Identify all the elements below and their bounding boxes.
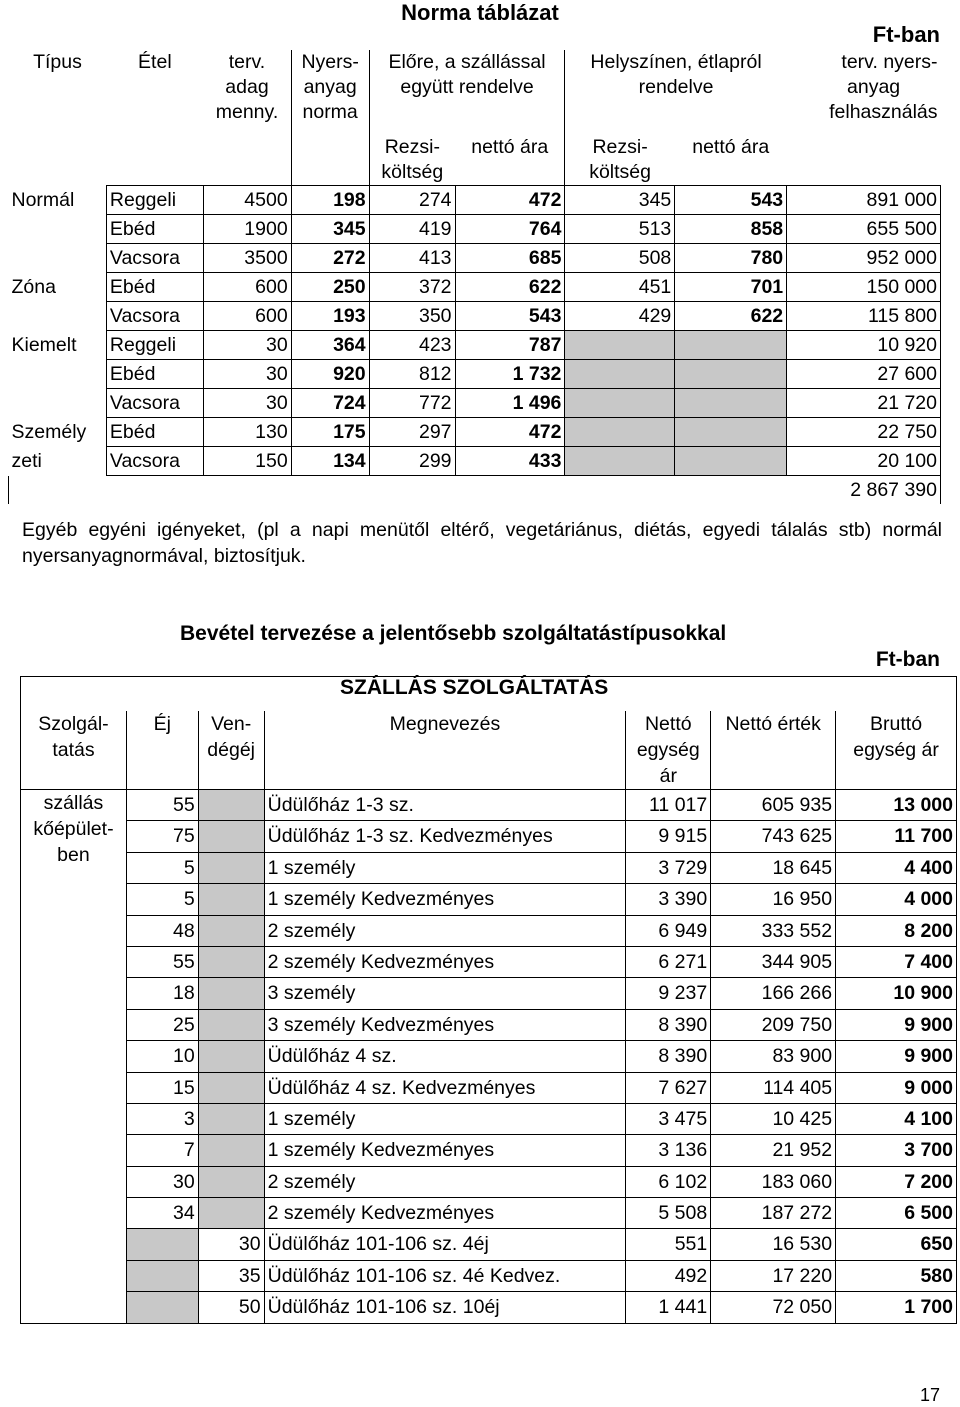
row-adag: 4500 — [203, 186, 291, 215]
row-rezsi-2: 451 — [565, 273, 675, 302]
row-netto-1: 472 — [455, 186, 565, 215]
col-helyszinen: Helyszínen, étlapról rendelve — [565, 50, 787, 125]
row-brutto: 3 700 — [836, 1135, 957, 1166]
col-rezsi-1: Rezsi- költség — [369, 125, 455, 186]
row-ej: 18 — [126, 978, 198, 1009]
row-vendegej — [198, 1009, 264, 1040]
norma-row — [9, 302, 941, 331]
row-netto-ertek: 605 935 — [711, 790, 836, 821]
row-tipus: Normál — [11, 188, 75, 211]
bevetel-title: Bevétel tervezése a jelentősebb szolgáltatástípusokkal — [180, 622, 727, 645]
row-vendegej — [198, 821, 264, 852]
row-netto-ertek: 83 900 — [711, 1041, 836, 1072]
row-adag: 3500 — [203, 244, 291, 273]
row-netto-ertek: 17 220 — [711, 1260, 836, 1291]
row-rezsi-1: 299 — [369, 447, 455, 476]
row-vendegej: 35 — [198, 1260, 264, 1291]
row-netto-egyseg: 3 475 — [626, 1103, 711, 1134]
col-netto-egyseg: Nettó egység ár — [626, 711, 711, 790]
norma-table — [8, 50, 941, 504]
col-netto-2: nettó ára — [692, 136, 770, 158]
row-megnevezes: 2 személy Kedvezményes — [264, 1198, 626, 1229]
row-megnevezes: Üdülőház 4 sz. — [264, 1041, 626, 1072]
row-ej — [126, 1292, 198, 1323]
row-vendegej — [198, 1198, 264, 1229]
row-rezsi-1: 297 — [369, 418, 455, 447]
norma-row — [9, 215, 941, 244]
row-netto-ertek: 209 750 — [711, 1009, 836, 1040]
row-vendegej — [198, 852, 264, 883]
row-adag: 30 — [203, 360, 291, 389]
row-felhasznalas: 20 100 — [787, 447, 941, 476]
row-megnevezes: 1 személy — [264, 852, 626, 883]
bevetel-category: szállás kőépület- ben — [21, 790, 127, 1324]
row-netto-egyseg: 7 627 — [626, 1072, 711, 1103]
row-netto-ertek: 333 552 — [711, 915, 836, 946]
row-netto-ertek: 187 272 — [711, 1198, 836, 1229]
row-netto-2 — [675, 360, 787, 389]
row-rezsi-1: 372 — [369, 273, 455, 302]
row-ej — [126, 1229, 198, 1260]
row-rezsi-1: 274 — [369, 186, 455, 215]
bevetel-row — [21, 852, 957, 883]
norma-row — [9, 273, 941, 302]
bevetel-row — [21, 1229, 957, 1260]
row-felhasznalas: 115 800 — [787, 302, 941, 331]
row-adag: 30 — [203, 389, 291, 418]
col-etel: Étel — [138, 51, 172, 73]
row-norma: 250 — [291, 273, 369, 302]
bevetel-row — [21, 884, 957, 915]
row-netto-egyseg: 9 915 — [626, 821, 711, 852]
row-megnevezes: 2 személy — [264, 1166, 626, 1197]
norma-row — [9, 418, 941, 447]
row-ej: 75 — [126, 821, 198, 852]
row-brutto: 11 700 — [836, 821, 957, 852]
row-megnevezes: 2 személy Kedvezményes — [264, 946, 626, 977]
row-adag: 600 — [203, 273, 291, 302]
row-norma: 272 — [291, 244, 369, 273]
bevetel-row — [21, 1072, 957, 1103]
row-vendegej — [198, 1166, 264, 1197]
row-megnevezes: Üdülőház 1-3 sz. — [264, 790, 626, 821]
row-felhasznalas: 891 000 — [787, 186, 941, 215]
row-netto-egyseg: 3 390 — [626, 884, 711, 915]
row-netto-1: 787 — [455, 331, 565, 360]
row-adag: 30 — [203, 331, 291, 360]
row-tipus — [9, 215, 107, 244]
col-vendegej: Ven- dégéj — [198, 711, 264, 790]
row-tipus — [9, 360, 107, 389]
row-megnevezes: 2 személy — [264, 915, 626, 946]
row-brutto: 8 200 — [836, 915, 957, 946]
bevetel-row — [21, 1135, 957, 1166]
row-rezsi-1: 772 — [369, 389, 455, 418]
row-felhasznalas: 21 720 — [787, 389, 941, 418]
bevetel-currency: Ft-ban — [875, 648, 940, 671]
norma-row — [9, 331, 941, 360]
row-netto-egyseg: 9 237 — [626, 978, 711, 1009]
col-szolg: Szolgál- tatás — [21, 711, 127, 790]
col-netto-1: nettó ára — [471, 136, 549, 158]
row-etel: Reggeli — [106, 331, 203, 360]
row-rezsi-2: 345 — [565, 186, 675, 215]
row-ej: 7 — [126, 1135, 198, 1166]
row-brutto: 6 500 — [836, 1198, 957, 1229]
row-netto-ertek: 16 530 — [711, 1229, 836, 1260]
row-megnevezes: Üdülőház 101-106 sz. 4éj — [264, 1229, 626, 1260]
row-etel: Ebéd — [106, 273, 203, 302]
row-ej — [126, 1260, 198, 1291]
row-felhasznalas: 10 920 — [787, 331, 941, 360]
norma-row — [9, 360, 941, 389]
row-brutto: 7 400 — [836, 946, 957, 977]
row-netto-2: 622 — [675, 302, 787, 331]
row-brutto: 4 100 — [836, 1103, 957, 1134]
row-rezsi-2 — [565, 360, 675, 389]
bevetel-row — [21, 1166, 957, 1197]
row-netto-egyseg: 492 — [626, 1260, 711, 1291]
row-megnevezes: Üdülőház 1-3 sz. Kedvezményes — [264, 821, 626, 852]
row-netto-1: 685 — [455, 244, 565, 273]
row-ej: 3 — [126, 1103, 198, 1134]
row-ej: 5 — [126, 884, 198, 915]
row-rezsi-1: 413 — [369, 244, 455, 273]
bevetel-row — [21, 1198, 957, 1229]
row-rezsi-2 — [565, 389, 675, 418]
row-megnevezes: 3 személy Kedvezményes — [264, 1009, 626, 1040]
row-netto-1: 764 — [455, 215, 565, 244]
row-tipus: Személy — [11, 420, 87, 443]
row-netto-ertek: 10 425 — [711, 1103, 836, 1134]
row-netto-2 — [675, 447, 787, 476]
bevetel-header-row — [21, 711, 957, 790]
row-brutto: 580 — [836, 1260, 957, 1291]
row-netto-egyseg: 3 136 — [626, 1135, 711, 1166]
row-netto-1: 543 — [455, 302, 565, 331]
row-adag: 150 — [203, 447, 291, 476]
row-netto-1: 472 — [455, 418, 565, 447]
row-netto-egyseg: 1 441 — [626, 1292, 711, 1323]
row-vendegej — [198, 1072, 264, 1103]
row-netto-1: 622 — [455, 273, 565, 302]
row-norma: 920 — [291, 360, 369, 389]
row-rezsi-2: 508 — [565, 244, 675, 273]
row-brutto: 1 700 — [836, 1292, 957, 1323]
row-rezsi-1: 419 — [369, 215, 455, 244]
row-vendegej: 30 — [198, 1229, 264, 1260]
row-rezsi-2 — [565, 418, 675, 447]
norma-row — [9, 447, 941, 476]
row-netto-2 — [675, 331, 787, 360]
row-netto-ertek: 183 060 — [711, 1166, 836, 1197]
page-number: 17 — [919, 1385, 940, 1405]
row-netto-ertek: 344 905 — [711, 946, 836, 977]
row-etel: Vacsora — [106, 302, 203, 331]
row-norma: 724 — [291, 389, 369, 418]
row-vendegej — [198, 978, 264, 1009]
row-netto-egyseg: 8 390 — [626, 1041, 711, 1072]
row-rezsi-2 — [565, 447, 675, 476]
row-norma: 345 — [291, 215, 369, 244]
row-rezsi-2: 513 — [565, 215, 675, 244]
row-vendegej — [198, 1103, 264, 1134]
col-netto-ertek: Nettó érték — [711, 711, 836, 790]
row-felhasznalas: 27 600 — [787, 360, 941, 389]
row-ej: 30 — [126, 1166, 198, 1197]
row-megnevezes: 1 személy Kedvezményes — [264, 1135, 626, 1166]
row-norma: 364 — [291, 331, 369, 360]
row-adag: 600 — [203, 302, 291, 331]
bevetel-row — [21, 1260, 957, 1291]
row-tipus: Kiemelt — [11, 333, 77, 356]
row-ej: 25 — [126, 1009, 198, 1040]
norma-header-row — [9, 50, 941, 125]
norma-total-row — [9, 476, 941, 505]
row-vendegej — [198, 1135, 264, 1166]
row-norma: 134 — [291, 447, 369, 476]
bevetel-row — [21, 946, 957, 977]
row-ej: 10 — [126, 1041, 198, 1072]
row-netto-2: 780 — [675, 244, 787, 273]
row-netto-2 — [675, 418, 787, 447]
col-nyersanyag-norma: Nyers- anyag norma — [291, 50, 369, 125]
row-netto-ertek: 18 645 — [711, 852, 836, 883]
row-etel: Vacsora — [106, 447, 203, 476]
bevetel-row — [21, 915, 957, 946]
row-etel: Vacsora — [106, 389, 203, 418]
row-netto-1: 1 496 — [455, 389, 565, 418]
row-etel: Reggeli — [106, 186, 203, 215]
norma-row — [9, 186, 941, 215]
row-tipus: Zóna — [11, 275, 56, 298]
norma-subheader-row — [9, 125, 941, 186]
row-brutto: 7 200 — [836, 1166, 957, 1197]
norma-row — [9, 244, 941, 273]
row-tipus — [9, 302, 107, 331]
row-ej: 34 — [126, 1198, 198, 1229]
row-vendegej — [198, 790, 264, 821]
norma-note: Egyéb egyéni igényeket, (pl a napi menütől eltérő, vegetáriánus, diétás, egyedi tálalás stb) normál nyersanyagnormával, biztosítjuk. — [22, 519, 942, 567]
row-netto-egyseg: 6 271 — [626, 946, 711, 977]
bevetel-row — [21, 978, 957, 1009]
row-rezsi-2: 429 — [565, 302, 675, 331]
row-netto-egyseg: 8 390 — [626, 1009, 711, 1040]
row-adag: 130 — [203, 418, 291, 447]
row-netto-2: 701 — [675, 273, 787, 302]
row-ej: 5 — [126, 852, 198, 883]
row-brutto: 4 000 — [836, 884, 957, 915]
row-netto-1: 433 — [455, 447, 565, 476]
row-felhasznalas: 952 000 — [787, 244, 941, 273]
row-netto-ertek: 21 952 — [711, 1135, 836, 1166]
row-netto-ertek: 16 950 — [711, 884, 836, 915]
row-megnevezes: 1 személy — [264, 1103, 626, 1134]
row-brutto: 650 — [836, 1229, 957, 1260]
bevetel-row — [21, 1292, 957, 1323]
row-brutto: 9 000 — [836, 1072, 957, 1103]
row-felhasznalas: 150 000 — [787, 273, 941, 302]
row-vendegej — [198, 884, 264, 915]
bevetel-row — [21, 1103, 957, 1134]
norma-total: 2 867 390 — [787, 476, 941, 505]
row-rezsi-1: 812 — [369, 360, 455, 389]
bevetel-row — [21, 790, 957, 821]
row-rezsi-1: 423 — [369, 331, 455, 360]
row-adag: 1900 — [203, 215, 291, 244]
bevetel-row — [21, 821, 957, 852]
row-ej: 55 — [126, 946, 198, 977]
row-netto-egyseg: 551 — [626, 1229, 711, 1260]
norma-row — [9, 389, 941, 418]
row-ej: 15 — [126, 1072, 198, 1103]
row-netto-ertek: 114 405 — [711, 1072, 836, 1103]
bevetel-row — [21, 1041, 957, 1072]
row-norma: 175 — [291, 418, 369, 447]
row-etel: Ebéd — [106, 418, 203, 447]
row-tipus: zeti — [11, 449, 42, 472]
row-megnevezes: Üdülőház 101-106 sz. 4é Kedvez. — [264, 1260, 626, 1291]
row-brutto: 10 900 — [836, 978, 957, 1009]
row-vendegej — [198, 946, 264, 977]
col-terv-adag: terv. adag menny. — [215, 51, 279, 123]
row-vendegej — [198, 915, 264, 946]
bevetel-table — [20, 676, 957, 1324]
bevetel-subtitle: SZÁLLÁS SZOLGÁLTATÁS — [340, 676, 609, 699]
row-felhasznalas: 22 750 — [787, 418, 941, 447]
col-terv-nyersanyag: terv. nyers- anyag felhasználás — [829, 51, 938, 123]
row-megnevezes: Üdülőház 101-106 sz. 10éj — [264, 1292, 626, 1323]
row-netto-ertek: 72 050 — [711, 1292, 836, 1323]
row-tipus — [9, 244, 107, 273]
row-netto-egyseg: 11 017 — [626, 790, 711, 821]
row-megnevezes: Üdülőház 4 sz. Kedvezményes — [264, 1072, 626, 1103]
row-brutto: 9 900 — [836, 1041, 957, 1072]
col-elore: Előre, a szállással együtt rendelve — [369, 50, 565, 125]
row-vendegej: 50 — [198, 1292, 264, 1323]
norma-title: Norma táblázat — [401, 0, 559, 25]
row-netto-egyseg: 6 949 — [626, 915, 711, 946]
row-netto-1: 1 732 — [455, 360, 565, 389]
row-netto-ertek: 743 625 — [711, 821, 836, 852]
row-brutto: 13 000 — [836, 790, 957, 821]
row-netto-egyseg: 5 508 — [626, 1198, 711, 1229]
row-brutto: 9 900 — [836, 1009, 957, 1040]
col-tipus: Típus — [33, 51, 82, 73]
row-rezsi-2 — [565, 331, 675, 360]
col-rezsi-2: Rezsi- költség — [565, 125, 675, 186]
row-vendegej — [198, 1041, 264, 1072]
row-netto-egyseg: 6 102 — [626, 1166, 711, 1197]
row-tipus — [9, 389, 107, 418]
row-netto-egyseg: 3 729 — [626, 852, 711, 883]
row-megnevezes: 3 személy — [264, 978, 626, 1009]
row-ej: 55 — [126, 790, 198, 821]
row-netto-ertek: 166 266 — [711, 978, 836, 1009]
col-megnevezes: Megnevezés — [264, 711, 626, 790]
row-ej: 48 — [126, 915, 198, 946]
row-felhasznalas: 655 500 — [787, 215, 941, 244]
col-ej: Éj — [126, 711, 198, 790]
norma-currency: Ft-ban — [872, 22, 940, 47]
row-norma: 193 — [291, 302, 369, 331]
row-etel: Ebéd — [106, 360, 203, 389]
col-brutto: Bruttó egység ár — [836, 711, 957, 790]
row-rezsi-1: 350 — [369, 302, 455, 331]
bevetel-row — [21, 1009, 957, 1040]
row-megnevezes: 1 személy Kedvezményes — [264, 884, 626, 915]
row-norma: 198 — [291, 186, 369, 215]
row-netto-2: 858 — [675, 215, 787, 244]
row-brutto: 4 400 — [836, 852, 957, 883]
row-etel: Vacsora — [106, 244, 203, 273]
row-netto-2 — [675, 389, 787, 418]
row-netto-2: 543 — [675, 186, 787, 215]
row-etel: Ebéd — [106, 215, 203, 244]
